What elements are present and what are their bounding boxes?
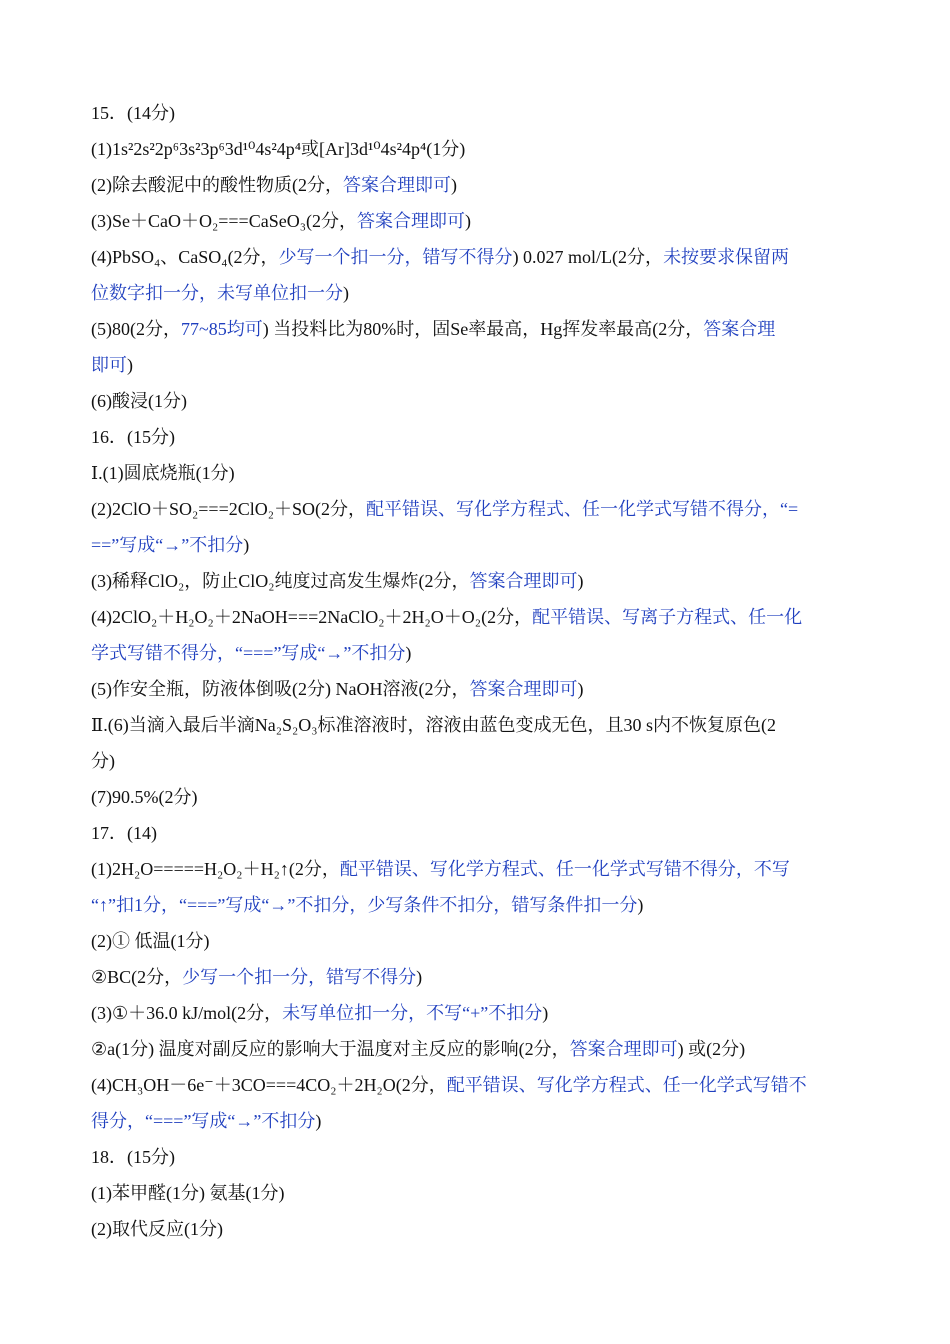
grading-note: 得分，“===”写成“→”不扣分 — [91, 1111, 316, 1131]
answer-line — [91, 563, 861, 599]
grading-note: 答案合理即可 — [469, 571, 578, 591]
answer-text: (2)取代反应(1分) — [91, 1219, 223, 1239]
answer-line — [91, 491, 861, 527]
answer-line — [91, 923, 861, 959]
answer-text: (1)1s²2s²2p⁶3s²3p⁶3d¹⁰4s²4p⁴或[Ar]3d¹⁰4s²4p⁴(1分) — [91, 139, 466, 159]
grading-note: 答案合理即可 — [342, 175, 451, 195]
answer-line — [91, 1211, 861, 1247]
grading-note: 77~85均可 — [180, 319, 263, 339]
answer-line — [91, 1067, 861, 1103]
grading-note: 少写一个扣一分，错写不得分 — [278, 247, 513, 267]
answer-line — [91, 707, 861, 743]
answer-text: 分) — [91, 751, 115, 771]
answer-text: ) — [416, 967, 423, 987]
answer-line — [91, 203, 861, 239]
answer-line — [91, 743, 861, 779]
answer-text: ) — [637, 895, 644, 915]
answer-line — [91, 1175, 861, 1211]
grading-note: 答案合理即可 — [469, 679, 578, 699]
answer-line — [91, 275, 861, 311]
answer-line — [91, 815, 861, 851]
answer-text: (3)稀释ClO₂，防止ClO₂纯度过高发生爆炸(2分， — [91, 571, 470, 591]
grading-note: 即可 — [91, 355, 127, 375]
grading-note: “↑”扣1分，“===”写成“→”不扣分，少写条件不扣分，错写条件扣一分 — [91, 895, 638, 915]
answer-text: 15．(14分) — [91, 103, 175, 123]
answer-line — [91, 599, 861, 635]
answer-text: Ⅰ.(1)圆底烧瓶(1分) — [91, 463, 235, 483]
answer-text: (5)80(2分， — [91, 319, 181, 339]
answer-line — [91, 1139, 861, 1175]
answer-line — [91, 887, 861, 923]
answer-text: (4)CH₃OH－6e⁻＋3CO===4CO₂＋2H₂O(2分， — [91, 1075, 447, 1095]
answer-line — [91, 779, 861, 815]
answer-line — [91, 131, 861, 167]
answer-content — [91, 95, 861, 1247]
answer-text: (4)PbSO₄、CaSO₄(2分， — [91, 247, 279, 267]
grading-note: 答案合理 — [703, 319, 776, 339]
answer-line — [91, 167, 861, 203]
answer-text: Ⅱ.(6)当滴入最后半滴Na₂S₂O₃标准溶液时，溶液由蓝色变成无色，且30 s内不恢复原色(2 — [91, 715, 777, 735]
answer-line — [91, 311, 861, 347]
answer-line — [91, 239, 861, 275]
grading-note: 学式写错不得分，“===”写成“→”不扣分 — [91, 643, 406, 663]
grading-note: 配平错误、写化学方程式、任一化学式写错不得分，不写 — [339, 859, 790, 879]
answer-text: ②BC(2分， — [91, 967, 183, 987]
answer-text: ) — [127, 355, 133, 375]
answer-line — [91, 635, 861, 671]
answer-text: (1)苯甲醛(1分) 氨基(1分) — [91, 1183, 285, 1203]
answer-text: ) — [405, 643, 412, 663]
answer-line — [91, 1031, 861, 1067]
answer-line — [91, 959, 861, 995]
answer-text: (2)① 低温(1分) — [91, 931, 210, 951]
answer-text: 16．(15分) — [91, 427, 175, 447]
answer-text: ) 或(2分) — [677, 1039, 746, 1059]
answer-line — [91, 383, 861, 419]
answer-text: (7)90.5%(2分) — [91, 787, 198, 807]
answer-text: (3)Se＋CaO＋O₂===CaSeO₃(2分， — [91, 211, 357, 231]
answer-text: ) — [450, 175, 457, 195]
answer-line — [91, 851, 861, 887]
answer-text: ) — [464, 211, 471, 231]
grading-note: 配平错误、写化学方程式、任一化学式写错不得分，“= — [366, 499, 799, 519]
answer-text: 18．(15分) — [91, 1147, 175, 1167]
answer-text: ) — [343, 283, 349, 303]
answer-text: ) — [315, 1111, 322, 1131]
answer-text: (4)2ClO₂＋H₂O₂＋2NaOH===2NaClO₂＋2H₂O＋O₂(2分， — [91, 607, 533, 627]
answer-line — [91, 419, 861, 455]
grading-note: 配平错误、写离子方程式、任一化 — [532, 607, 803, 627]
answer-line — [91, 347, 861, 383]
answer-line — [91, 1103, 861, 1139]
answer-line — [91, 455, 861, 491]
answer-text: (6)酸浸(1分) — [91, 391, 187, 411]
answer-text: ) 当投料比为80%时，固Se率最高，Hg挥发率最高(2分， — [262, 319, 704, 339]
answer-text: ) — [542, 1003, 549, 1023]
answer-text: ②a(1分) 温度对副反应的影响大于温度对主反应的影响(2分， — [91, 1039, 570, 1059]
answer-text: ) 0.027 mol/L(2分， — [512, 247, 664, 267]
grading-note: 配平错误、写化学方程式、任一化学式写错不 — [446, 1075, 807, 1095]
answer-text: (3)①＋36.0 kJ/mol(2分， — [91, 1003, 283, 1023]
answer-line — [91, 995, 861, 1031]
answer-text: (2)2ClO＋SO₂===2ClO₂＋SO(2分， — [91, 499, 367, 519]
grading-note: 少写一个扣一分，错写不得分 — [182, 967, 417, 987]
answer-line — [91, 671, 861, 707]
answer-line — [91, 527, 861, 563]
grading-note: 位数字扣一分，未写单位扣一分 — [91, 283, 343, 303]
answer-text: ) — [577, 679, 584, 699]
grading-note: 未按要求保留两 — [663, 247, 790, 267]
grading-note: 答案合理即可 — [356, 211, 465, 231]
grading-note: ==”写成“→”不扣分 — [91, 535, 244, 555]
grading-note: 未写单位扣一分，不写“+”不扣分 — [282, 1003, 543, 1023]
answer-text: (1)2H₂O=====H₂O₂＋H₂↑(2分， — [91, 859, 340, 879]
answer-text: (2)除去酸泥中的酸性物质(2分， — [91, 175, 343, 195]
grading-note: 答案合理即可 — [569, 1039, 678, 1059]
answer-text: ) — [243, 535, 250, 555]
answer-text: ) — [577, 571, 584, 591]
answer-text: (5)作安全瓶，防液体倒吸(2分) NaOH溶液(2分， — [91, 679, 470, 699]
answer-text: 17．(14) — [91, 823, 157, 843]
answer-line — [91, 95, 861, 131]
